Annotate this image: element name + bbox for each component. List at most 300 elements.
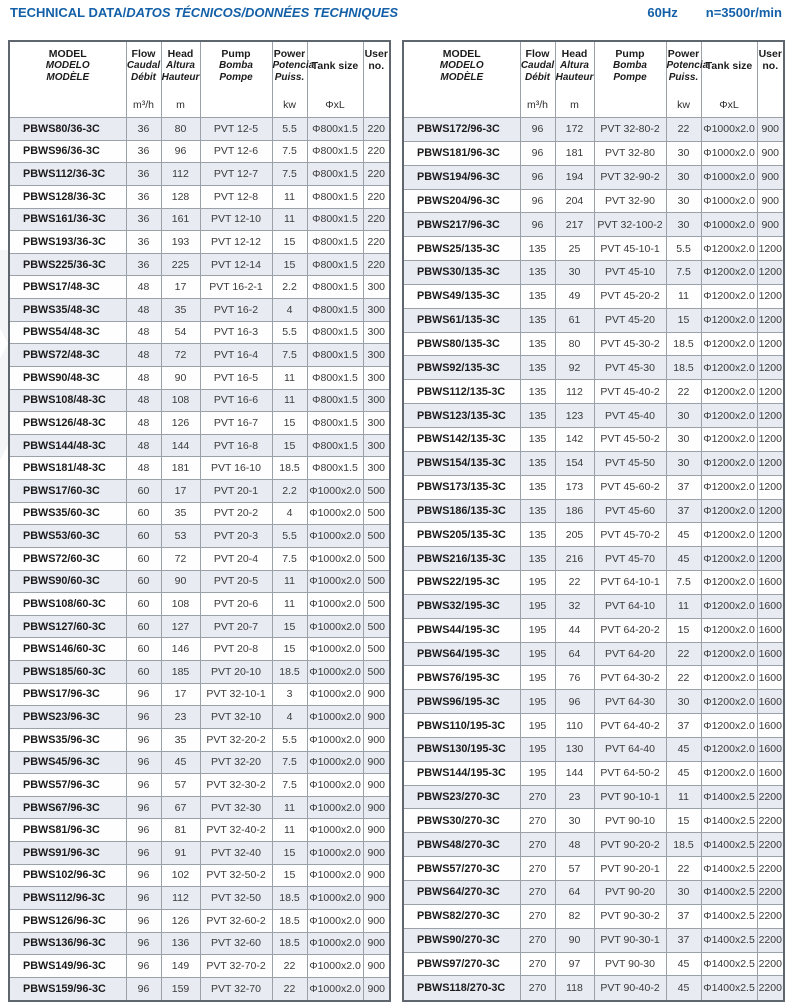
user-no-cell: 1200 (757, 499, 784, 523)
model-cell: PBWS112/36-3C (9, 163, 126, 186)
table-row (403, 451, 784, 475)
pump-cell: PVT 90-20-1 (594, 857, 666, 881)
head-cell: 136 (161, 932, 200, 955)
head-cell: 23 (555, 785, 594, 809)
table-row (403, 237, 784, 261)
col-label: Potencia (666, 60, 709, 71)
pump-cell: PVT 32-30 (200, 796, 272, 819)
col-header-flow (126, 41, 161, 118)
user-no-cell: 500 (363, 593, 390, 616)
model-cell: PBWS64/270-3C (403, 881, 520, 905)
power-cell: 7.5 (272, 774, 307, 797)
table-row (9, 570, 390, 593)
pump-cell: PVT 32-80 (594, 141, 666, 165)
head-cell: 53 (161, 525, 200, 548)
col-unit: ΦxL (325, 99, 345, 111)
model-cell: PBWS108/48-3C (9, 389, 126, 412)
power-cell: 22 (666, 857, 701, 881)
power-cell: 45 (666, 761, 701, 785)
table-row (403, 904, 784, 928)
model-cell: PBWS35/96-3C (9, 728, 126, 751)
flow-cell: 60 (126, 480, 161, 503)
head-cell: 186 (555, 499, 594, 523)
user-no-cell: 900 (363, 887, 390, 910)
head-cell: 96 (555, 690, 594, 714)
flow-cell: 135 (520, 427, 555, 451)
left-data-table (8, 40, 391, 1002)
flow-cell: 96 (126, 683, 161, 706)
user-no-cell: 1200 (757, 308, 784, 332)
head-cell: 48 (555, 833, 594, 857)
flow-cell: 96 (126, 728, 161, 751)
user-no-cell: 1200 (757, 547, 784, 571)
tank-size-cell: Φ1000x2.0 (701, 213, 757, 237)
user-no-cell: 220 (363, 118, 390, 141)
flow-cell: 48 (126, 321, 161, 344)
user-no-cell: 1200 (757, 451, 784, 475)
tank-size-cell: Φ1000x2.0 (307, 570, 363, 593)
head-cell: 161 (161, 208, 200, 231)
col-unit: m (570, 99, 579, 111)
table-row (403, 809, 784, 833)
col-label: Head (167, 48, 194, 60)
tank-size-cell: Φ1200x2.0 (701, 571, 757, 595)
model-cell: PBWS57/270-3C (403, 857, 520, 881)
table-row (403, 714, 784, 738)
power-cell: 22 (272, 977, 307, 1001)
head-cell: 61 (555, 308, 594, 332)
table-row (9, 683, 390, 706)
col-label: MODEL (442, 48, 481, 60)
flow-cell: 135 (520, 308, 555, 332)
model-cell: PBWS91/96-3C (9, 842, 126, 865)
tank-size-cell: Φ800x1.5 (307, 253, 363, 276)
table-row (9, 502, 390, 525)
col-label: MODÈLE (46, 72, 90, 83)
power-cell: 11 (272, 208, 307, 231)
tank-size-cell: Φ800x1.5 (307, 457, 363, 480)
user-no-cell: 300 (363, 321, 390, 344)
model-cell: PBWS172/96-3C (403, 118, 520, 142)
user-no-cell: 1200 (757, 427, 784, 451)
model-cell: PBWS225/36-3C (9, 253, 126, 276)
tank-size-cell: Φ1000x2.0 (307, 480, 363, 503)
model-cell: PBWS186/135-3C (403, 499, 520, 523)
tank-size-cell: Φ800x1.5 (307, 434, 363, 457)
tank-size-cell: Φ1000x2.0 (307, 706, 363, 729)
flow-cell: 96 (126, 887, 161, 910)
user-no-cell: 300 (363, 389, 390, 412)
flow-cell: 60 (126, 661, 161, 684)
head-cell: 67 (161, 796, 200, 819)
power-cell: 11 (272, 593, 307, 616)
pump-cell: PVT 90-20-2 (594, 833, 666, 857)
power-cell: 15 (666, 809, 701, 833)
model-cell: PBWS53/60-3C (9, 525, 126, 548)
model-cell: PBWS96/36-3C (9, 140, 126, 163)
power-cell: 11 (272, 185, 307, 208)
col-header-tank-size (307, 41, 363, 118)
model-cell: PBWS97/270-3C (403, 952, 520, 976)
power-cell: 7.5 (272, 547, 307, 570)
pump-cell: PVT 64-40-2 (594, 714, 666, 738)
power-cell: 45 (666, 547, 701, 571)
power-cell: 37 (666, 904, 701, 928)
pump-cell: PVT 45-20 (594, 308, 666, 332)
col-header-user-no (363, 41, 390, 118)
head-cell: 154 (555, 451, 594, 475)
pump-cell: PVT 32-10 (200, 706, 272, 729)
tank-size-cell: Φ1200x2.0 (701, 356, 757, 380)
col-label: User (758, 48, 782, 60)
head-cell: 35 (161, 728, 200, 751)
head-cell: 205 (555, 523, 594, 547)
user-no-cell: 300 (363, 457, 390, 480)
tank-size-cell: Φ800x1.5 (307, 276, 363, 299)
model-cell: PBWS72/60-3C (9, 547, 126, 570)
table-row (403, 118, 784, 142)
model-cell: PBWS82/270-3C (403, 904, 520, 928)
power-cell: 37 (666, 475, 701, 499)
table-row (403, 308, 784, 332)
col-unit: ΦxL (719, 99, 739, 111)
flow-cell: 96 (520, 189, 555, 213)
tank-size-cell: Φ1200x2.0 (701, 618, 757, 642)
model-cell: PBWS35/48-3C (9, 299, 126, 322)
user-no-cell: 1200 (757, 475, 784, 499)
table-row (403, 189, 784, 213)
user-no-cell: 900 (363, 932, 390, 955)
user-no-cell: 500 (363, 661, 390, 684)
pump-cell: PVT 12-7 (200, 163, 272, 186)
head-cell: 112 (161, 887, 200, 910)
table-row (403, 642, 784, 666)
col-header-pump (594, 41, 666, 118)
table-row (9, 366, 390, 389)
head-cell: 72 (161, 547, 200, 570)
col-header-pump (200, 41, 272, 118)
pump-cell: PVT 16-7 (200, 412, 272, 435)
page-header (10, 5, 782, 21)
head-cell: 181 (555, 141, 594, 165)
tank-size-cell: Φ1400x2.5 (701, 785, 757, 809)
pump-cell: PVT 64-40 (594, 737, 666, 761)
user-no-cell: 2200 (757, 952, 784, 976)
model-cell: PBWS17/60-3C (9, 480, 126, 503)
head-cell: 146 (161, 638, 200, 661)
model-cell: PBWS181/48-3C (9, 457, 126, 480)
table-row (9, 321, 390, 344)
model-cell: PBWS118/270-3C (403, 976, 520, 1001)
tank-size-cell: Φ800x1.5 (307, 412, 363, 435)
pump-cell: PVT 32-30-2 (200, 774, 272, 797)
user-no-cell: 1600 (757, 761, 784, 785)
tank-size-cell: Φ1000x2.0 (307, 819, 363, 842)
tank-size-cell: Φ1200x2.0 (701, 284, 757, 308)
tank-size-cell: Φ1000x2.0 (307, 593, 363, 616)
head-cell: 118 (555, 976, 594, 1001)
left-table-body (9, 118, 390, 1002)
model-cell: PBWS67/96-3C (9, 796, 126, 819)
model-cell: PBWS30/135-3C (403, 261, 520, 285)
model-cell: PBWS144/48-3C (9, 434, 126, 457)
user-no-cell: 2200 (757, 881, 784, 905)
rotation-speed-label: n=3500r/min (705, 5, 782, 20)
flow-cell: 36 (126, 231, 161, 254)
power-cell: 45 (666, 737, 701, 761)
head-cell: 123 (555, 404, 594, 428)
tank-size-cell: Φ1000x2.0 (307, 502, 363, 525)
pump-cell: PVT 90-10 (594, 809, 666, 833)
model-cell: PBWS72/48-3C (9, 344, 126, 367)
user-no-cell: 2200 (757, 928, 784, 952)
power-cell: 4 (272, 502, 307, 525)
tank-size-cell: Φ800x1.5 (307, 163, 363, 186)
table-row (9, 389, 390, 412)
head-cell: 17 (161, 683, 200, 706)
flow-cell: 96 (126, 932, 161, 955)
flow-cell: 96 (126, 955, 161, 978)
tank-size-cell: Φ800x1.5 (307, 118, 363, 141)
pump-cell: PVT 20-5 (200, 570, 272, 593)
pump-cell: PVT 16-5 (200, 366, 272, 389)
col-label: Altura (560, 60, 589, 71)
table-row (9, 819, 390, 842)
col-header-model (403, 41, 520, 118)
power-cell: 7.5 (272, 140, 307, 163)
power-cell: 45 (666, 523, 701, 547)
pump-cell: PVT 16-8 (200, 434, 272, 457)
pump-cell: PVT 45-10 (594, 261, 666, 285)
user-no-cell: 2200 (757, 976, 784, 1001)
model-cell: PBWS61/135-3C (403, 308, 520, 332)
power-cell: 15 (272, 434, 307, 457)
pump-cell: PVT 90-30 (594, 952, 666, 976)
head-cell: 172 (555, 118, 594, 142)
flow-cell: 96 (126, 909, 161, 932)
col-label: Power (667, 48, 700, 60)
table-row (403, 618, 784, 642)
flow-cell: 135 (520, 332, 555, 356)
pump-cell: PVT 45-20-2 (594, 284, 666, 308)
pump-cell: PVT 64-20-2 (594, 618, 666, 642)
table-row (9, 253, 390, 276)
pump-cell: PVT 20-10 (200, 661, 272, 684)
col-header-head (161, 41, 200, 118)
col-label: Hauteur (161, 72, 200, 83)
tank-size-cell: Φ1200x2.0 (701, 332, 757, 356)
table-row (9, 525, 390, 548)
user-no-cell: 220 (363, 208, 390, 231)
model-cell: PBWS25/135-3C (403, 237, 520, 261)
pump-cell: PVT 90-30-2 (594, 904, 666, 928)
flow-cell: 60 (126, 547, 161, 570)
pump-cell: PVT 20-4 (200, 547, 272, 570)
user-no-cell: 220 (363, 231, 390, 254)
head-cell: 22 (555, 571, 594, 595)
head-cell: 81 (161, 819, 200, 842)
flow-cell: 96 (126, 751, 161, 774)
flow-cell: 135 (520, 404, 555, 428)
table-row (9, 412, 390, 435)
model-cell: PBWS136/96-3C (9, 932, 126, 955)
head-cell: 49 (555, 284, 594, 308)
model-cell: PBWS32/195-3C (403, 594, 520, 618)
col-label: Bomba (613, 60, 647, 71)
head-cell: 112 (161, 163, 200, 186)
pump-cell: PVT 16-3 (200, 321, 272, 344)
flow-cell: 48 (126, 434, 161, 457)
col-header-flow (520, 41, 555, 118)
model-cell: PBWS205/135-3C (403, 523, 520, 547)
pump-cell: PVT 45-50 (594, 451, 666, 475)
power-cell: 2.2 (272, 480, 307, 503)
flow-cell: 195 (520, 666, 555, 690)
pump-cell: PVT 20-8 (200, 638, 272, 661)
col-label: Débit (131, 72, 156, 83)
head-cell: 57 (161, 774, 200, 797)
pump-cell: PVT 32-80-2 (594, 118, 666, 142)
power-cell: 30 (666, 165, 701, 189)
tank-size-cell: Φ800x1.5 (307, 299, 363, 322)
model-cell: PBWS76/195-3C (403, 666, 520, 690)
user-no-cell: 1600 (757, 571, 784, 595)
power-cell: 11 (666, 594, 701, 618)
model-cell: PBWS44/195-3C (403, 618, 520, 642)
page-title (10, 5, 398, 21)
user-no-cell: 900 (757, 141, 784, 165)
head-cell: 204 (555, 189, 594, 213)
model-cell: PBWS161/36-3C (9, 208, 126, 231)
flow-cell: 270 (520, 809, 555, 833)
pump-cell: PVT 32-90-2 (594, 165, 666, 189)
flow-cell: 96 (126, 774, 161, 797)
power-cell: 7.5 (272, 344, 307, 367)
flow-cell: 195 (520, 642, 555, 666)
flow-cell: 96 (126, 796, 161, 819)
flow-cell: 195 (520, 690, 555, 714)
head-cell: 44 (555, 618, 594, 642)
power-cell: 15 (272, 231, 307, 254)
flow-cell: 60 (126, 638, 161, 661)
col-unit: m³/h (133, 99, 154, 111)
flow-cell: 60 (126, 593, 161, 616)
tank-size-cell: Φ1000x2.0 (307, 683, 363, 706)
table-row (9, 932, 390, 955)
table-row (403, 141, 784, 165)
tank-size-cell: Φ1400x2.5 (701, 976, 757, 1001)
head-cell: 128 (161, 185, 200, 208)
pump-cell: PVT 45-70 (594, 547, 666, 571)
table-row (9, 457, 390, 480)
pump-cell: PVT 45-40-2 (594, 380, 666, 404)
head-cell: 97 (555, 952, 594, 976)
table-row (403, 857, 784, 881)
user-no-cell: 500 (363, 615, 390, 638)
flow-cell: 96 (520, 141, 555, 165)
table-row (403, 475, 784, 499)
user-no-cell: 1600 (757, 666, 784, 690)
user-no-cell: 220 (363, 163, 390, 186)
model-cell: PBWS217/96-3C (403, 213, 520, 237)
model-cell: PBWS90/60-3C (9, 570, 126, 593)
user-no-cell: 1200 (757, 404, 784, 428)
flow-cell: 135 (520, 547, 555, 571)
tank-size-cell: Φ1000x2.0 (701, 165, 757, 189)
model-cell: PBWS204/96-3C (403, 189, 520, 213)
head-cell: 30 (555, 261, 594, 285)
tank-size-cell: Φ1200x2.0 (701, 737, 757, 761)
head-cell: 23 (161, 706, 200, 729)
pump-cell: PVT 45-70-2 (594, 523, 666, 547)
flow-cell: 96 (520, 118, 555, 142)
col-label: Caudal (126, 60, 161, 71)
tank-size-cell: Φ1000x2.0 (307, 661, 363, 684)
pump-cell: PVT 32-50-2 (200, 864, 272, 887)
power-cell: 37 (666, 714, 701, 738)
flow-cell: 96 (520, 213, 555, 237)
table-row (9, 208, 390, 231)
flow-cell: 60 (126, 615, 161, 638)
tank-size-cell: Φ1400x2.5 (701, 952, 757, 976)
pump-cell: PVT 12-8 (200, 185, 272, 208)
tank-size-cell: Φ800x1.5 (307, 344, 363, 367)
power-cell: 5.5 (272, 728, 307, 751)
pump-cell: PVT 16-2-1 (200, 276, 272, 299)
power-cell: 7.5 (272, 163, 307, 186)
model-cell: PBWS30/270-3C (403, 809, 520, 833)
head-cell: 126 (161, 909, 200, 932)
flow-cell: 195 (520, 618, 555, 642)
model-cell: PBWS90/48-3C (9, 366, 126, 389)
pump-cell: PVT 90-20 (594, 881, 666, 905)
col-header-power (272, 41, 315, 118)
model-cell: PBWS159/96-3C (9, 977, 126, 1001)
table-row (403, 380, 784, 404)
head-cell: 64 (555, 881, 594, 905)
power-cell: 30 (666, 404, 701, 428)
power-cell: 18.5 (666, 332, 701, 356)
table-row (403, 547, 784, 571)
user-no-cell: 2200 (757, 809, 784, 833)
user-no-cell: 2200 (757, 833, 784, 857)
user-no-cell: 900 (363, 728, 390, 751)
power-cell: 15 (666, 308, 701, 332)
table-row (403, 499, 784, 523)
col-label: Altura (166, 60, 195, 71)
user-no-cell: 900 (363, 864, 390, 887)
col-label: no. (762, 60, 779, 72)
power-cell: 5.5 (272, 118, 307, 141)
flow-cell: 48 (126, 412, 161, 435)
table-row (403, 666, 784, 690)
model-cell: PBWS146/60-3C (9, 638, 126, 661)
tank-size-cell: Φ1200x2.0 (701, 523, 757, 547)
user-no-cell: 220 (363, 253, 390, 276)
user-no-cell: 300 (363, 366, 390, 389)
table-row (403, 737, 784, 761)
col-label: MODÈLE (440, 72, 484, 83)
pump-cell: PVT 90-10-1 (594, 785, 666, 809)
head-cell: 64 (555, 642, 594, 666)
col-unit (404, 99, 520, 114)
pump-cell: PVT 12-6 (200, 140, 272, 163)
right-table-body (403, 118, 784, 1002)
pump-cell: PVT 12-10 (200, 208, 272, 231)
head-cell: 216 (555, 547, 594, 571)
pump-cell: PVT 12-5 (200, 118, 272, 141)
pump-cell: PVT 64-10-1 (594, 571, 666, 595)
